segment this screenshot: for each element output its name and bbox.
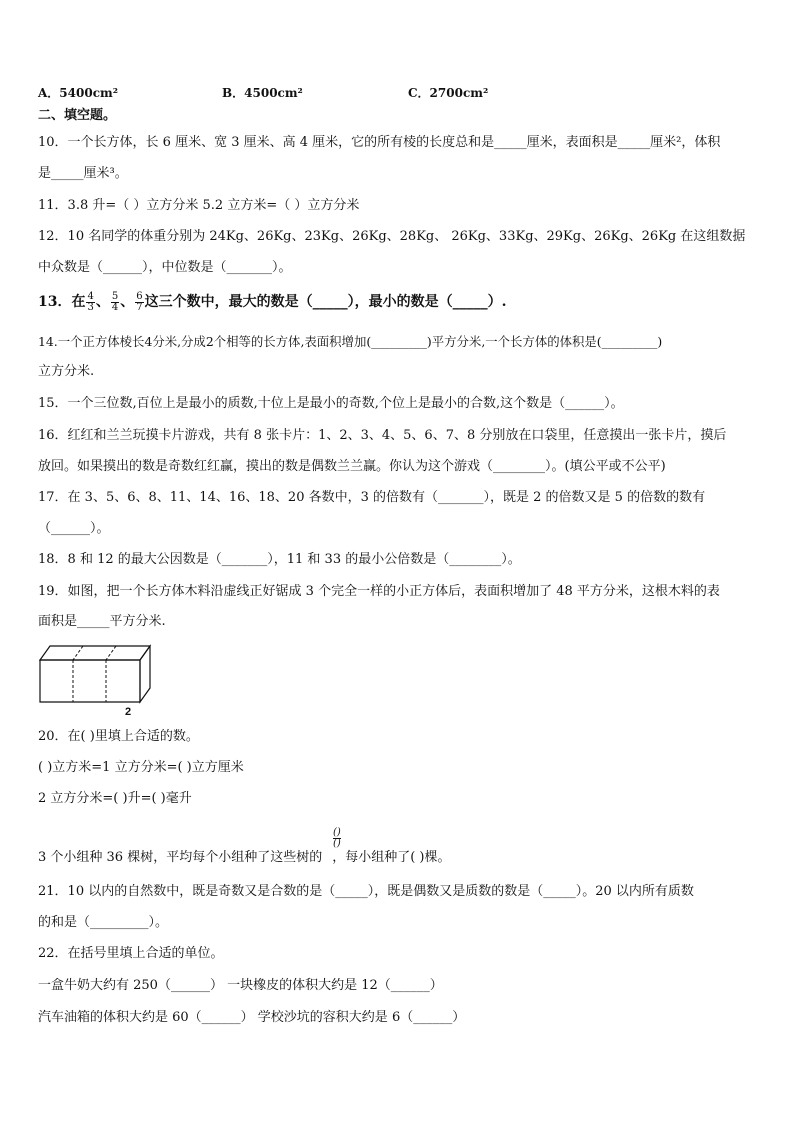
fraction-5-4: $\frac{5}{4}$ <box>111 290 119 313</box>
fraction-4-3: $\frac{4}{3}$ <box>87 290 94 313</box>
q11: 11．3.8 升=（ ）立方分米 5.2 立方米=（ ）立方分米 <box>38 198 360 213</box>
q12-line1: 12．10 名同学的体重分别为 24Kg、26Kg、23Kg、26Kg、28Kg、 26Kg、33Kg、29Kg、26Kg、26Kg 在这组数据 <box>38 229 746 244</box>
q20-line4: 3 个小组种 36 棵树，平均每个小组种了这些树的 ，每小组种了( )棵。 <box>38 850 451 865</box>
q15: 15．一个三位数,百位上是最小的质数,十位上是最小的奇数,个位上是最小的合数,这个数是（______）。 <box>38 396 624 411</box>
q20-line1: 20．在( )里填上合适的数。 <box>38 729 199 744</box>
q22-line1: 一盒牛奶大约有 250（______） 一块橡皮的体积大约是 12（______） <box>38 978 443 993</box>
q21-line2: 的和是（_________）。 <box>38 915 169 930</box>
q12-line2: 中众数是（______），中位数是（_______）。 <box>38 260 292 275</box>
q19-line1: 19．如图，把一个长方体木料沿虚线正好锯成 3 个完全一样的小正方体后，表面积增加了 48 平方分米，这根木料的表 <box>38 584 720 599</box>
cuboid-figure <box>36 640 156 718</box>
q14-line2: 立方分米. <box>38 364 95 379</box>
q13-suffix: 这三个数中，最大的数是（_____），最小的数是（_____）. <box>144 294 507 310</box>
q14-line1: 14.一个正方体棱长4分米,分成2个相等的长方体,表面积增加(_________)平方分米,一个长方体的体积是(_________) <box>38 334 663 349</box>
figure-label: 2 <box>125 706 132 718</box>
q22-line2: 汽车油箱的体积大约是 60（______） 学校沙坑的容积大约是 6（______） <box>38 1010 466 1025</box>
q20-line3: 2 立方分米=( )升=( )毫升 <box>38 791 192 806</box>
section-title: 二、填空题。 <box>38 108 117 123</box>
q16-line1: 16．红红和兰兰玩摸卡片游戏，共有 8 张卡片：1、2、3、4、5、6、7、8 分别放在口袋里，任意摸出一张卡片，摸后 <box>38 428 727 443</box>
q17-line1: 17．在 3、5、6、8、11、14、16、18、20 各数中，3 的倍数有（_______），既是 2 的倍数又是 5 的倍数的数有 <box>38 490 706 505</box>
fraction-6-7: $\frac{6}{7}$ <box>136 290 143 313</box>
q18: 18．8 和 12 的最大公因数是（_______），11 和 33 的最小公倍数是（________）。 <box>38 552 521 567</box>
q10-line2: 是_____厘米³。 <box>38 166 128 181</box>
option-c: C．2700cm² <box>408 86 489 100</box>
q20-line2: ( )立方米=1 立方分米=( )立方厘米 <box>38 760 244 775</box>
q22-title: 22．在括号里填上合适的单位。 <box>38 946 224 961</box>
q19-line2: 面积是_____平方分米. <box>38 614 166 629</box>
q20-fraction: () () <box>333 827 341 849</box>
q13-prefix: 13．在 <box>38 294 86 310</box>
q10-line1: 10．一个长方体，长 6 厘米、宽 3 厘米、高 4 厘米，它的所有棱的长度总和是_____厘米，表面积是_____厘米²，体积 <box>38 135 721 150</box>
option-a: A．5400cm² <box>38 86 118 100</box>
q13: 13．在 $\frac{4}{3}$ 、 $\frac{5}{4}$ 、 $\frac{6}{7}$ 这三个数中，最大的数是（_____），最小的数是（_____）. <box>38 290 507 313</box>
q16-line2: 放回。如果摸出的数是奇数红红赢，摸出的数是偶数兰兰赢。你认为这个游戏（________）。(填公平或不公平) <box>38 459 666 474</box>
q21-line1: 21．10 以内的自然数中，既是奇数又是合数的是（_____），既是偶数又是质数的数是（_____）。20 以内所有质数 <box>38 884 694 899</box>
q17-line2: （______）。 <box>38 521 110 536</box>
option-b: B．4500cm² <box>222 86 303 100</box>
